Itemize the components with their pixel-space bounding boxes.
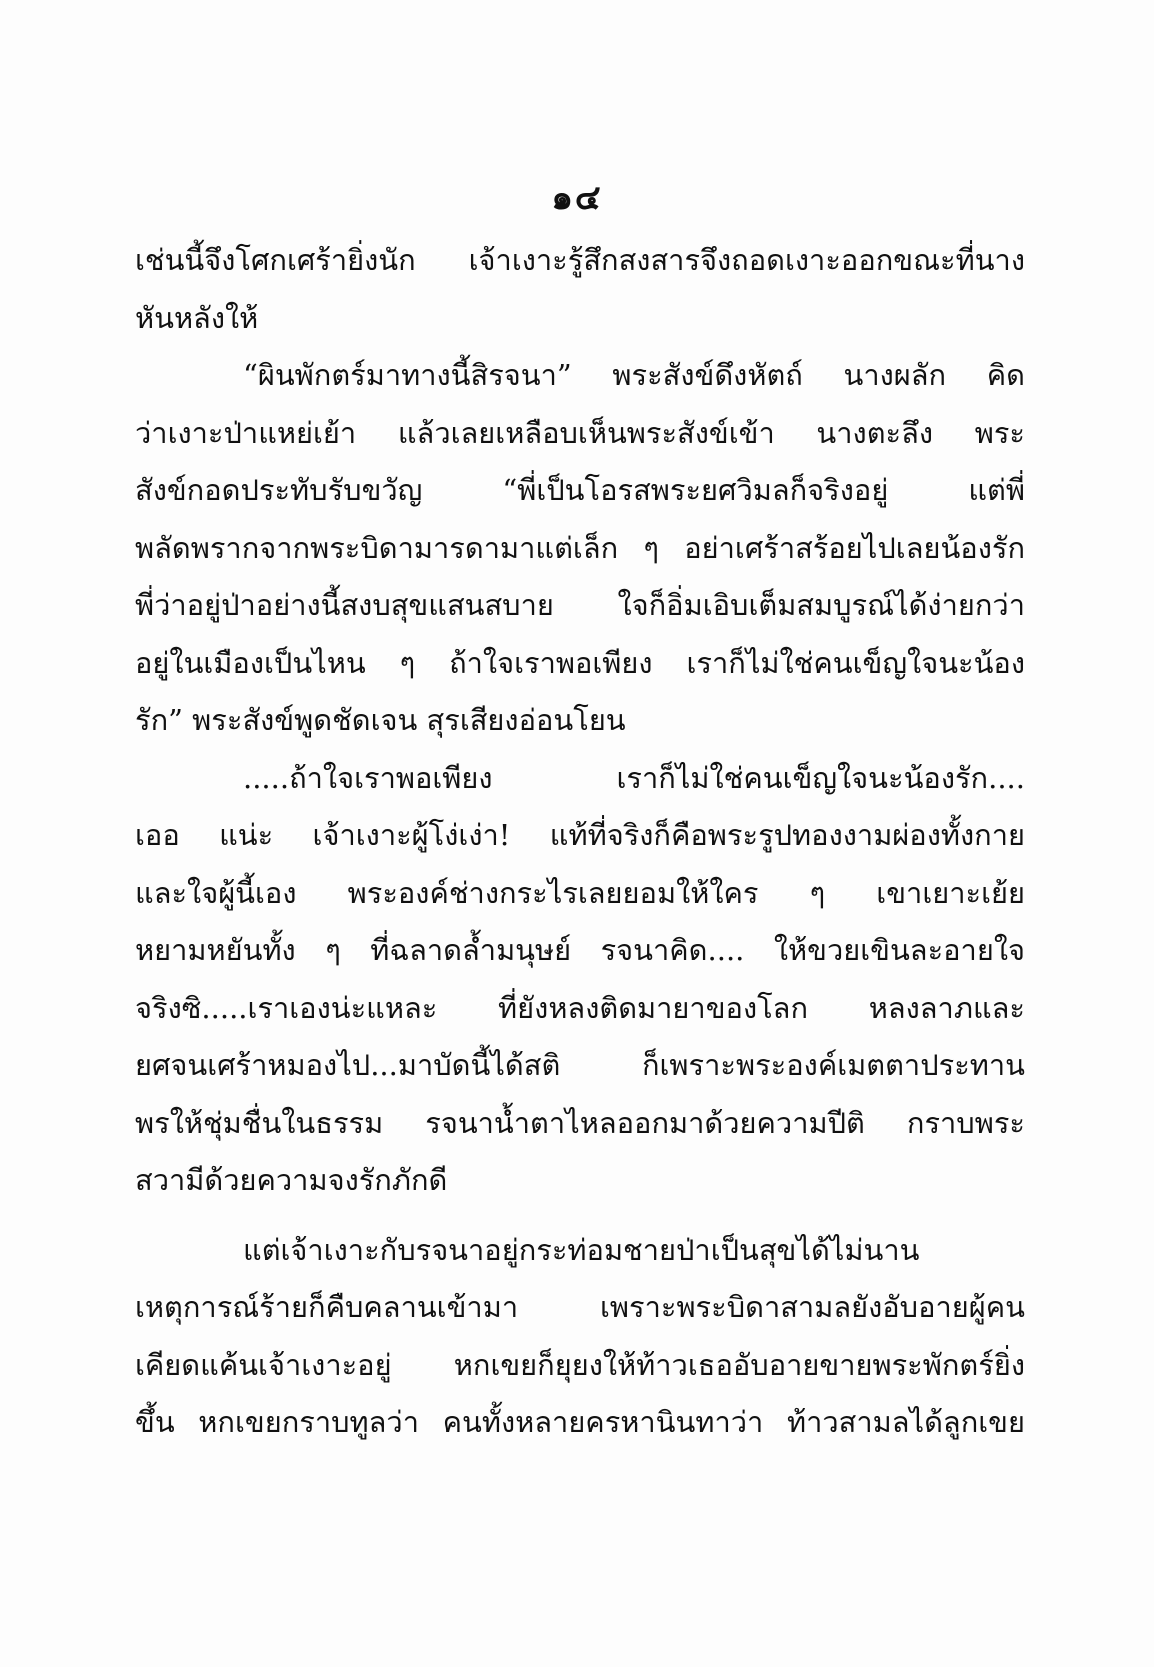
text-line: เคียดแค้นเจ้าเงาะอยู่ หกเขยก็ยุยงให้ท้าวเธออับอายขายพระพักตร์ยิ่ง [135,1347,1025,1382]
text-line: หันหลังให้ [135,300,259,335]
text-line: อยู่ในเมืองเป็นไหน ๆ ถ้าใจเราพอเพียง เราก็ไม่ใช่คนเข็ญใจนะน้อง [135,645,1025,680]
text-line: แต่เจ้าเงาะกับรจนาอยู่กระท่อมชายป่าเป็นสุขได้ไม่นาน [243,1232,920,1267]
text-line: ว่าเงาะป่าแหย่เย้า แล้วเลยเหลือบเห็นพระสังข์เข้า นางตะลึง พระ [135,415,1025,450]
text-line: เช่นนี้จึงโศกเศร้ายิ่งนัก เจ้าเงาะรู้สึกสงสารจึงถอดเงาะออกขณะที่นาง [135,243,1025,277]
text-line: เหตุการณ์ร้ายก็คืบคลานเข้ามา เพราะพระบิดาสามลยังอับอายผู้คน [135,1290,1025,1324]
text-line: ขึ้น หกเขยกราบทูลว่า คนทั้งหลายครหานินทาว่า ท้าวสามลได้ลูกเขย [135,1405,1025,1439]
text-line: “ผินพักตร์มาทางนี้สิรจนา” พระสังข์ดึงหัตถ์ นางผลัก คิด [243,358,1025,392]
text-line: พลัดพรากจากพระบิดามารดามาแต่เล็ก ๆ อย่าเศร้าสร้อยไปเลยน้องรัก [135,530,1025,565]
text-line: พรให้ชุ่มชื่นในธรรม รจนาน้ำตาไหลออกมาด้วยความปีติ กราบพระ [135,1105,1025,1140]
text-line: ยศจนเศร้าหมองไป...มาบัดนี้ได้สติ ก็เพราะพระองค์เมตตาประทาน [135,1048,1025,1082]
text-line: พี่ว่าอยู่ป่าอย่างนี้สงบสุขแสนสบาย ใจก็อิ่มเอิบเต็มสมบูรณ์ได้ง่ายกว่า [135,588,1025,622]
text-line: รัก” พระสังข์พูดชัดเจน สุรเสียงอ่อนโยน [135,703,626,737]
page-number: ๑๔ [551,178,603,218]
paragraph-gap [135,1210,1025,1222]
text-line: เออ แน่ะ เจ้าเงาะผู้โง่เง่า! แท้ที่จริงก็คือพระรูปทองงามผ่องทั้งกาย [135,818,1025,852]
body-text [135,232,1025,1452]
text-line: สวามีด้วยความจงรักภักดี [135,1163,448,1197]
text-line: สังข์กอดประทับรับขวัญ “พี่เป็นโอรสพระยศวิมลก็จริงอยู่ แต่พี่ [135,473,1025,507]
text-line: และใจผู้นี้เอง พระองค์ช่างกระไรเลยยอมให้ใคร ๆ เขาเยาะเย้ย [135,875,1025,910]
text-line: .....ถ้าใจเราพอเพียง เราก็ไม่ใช่คนเข็ญใจนะน้องรัก.... [243,760,1025,795]
text-line: จริงซิ.....เราเองน่ะแหละ ที่ยังหลงติดมายาของโลก หลงลาภและ [135,990,1025,1025]
text-line: หยามหยันทั้ง ๆ ที่ฉลาดล้ำมนุษย์ รจนาคิด.... ให้ขวยเขินละอายใจ [135,933,1025,967]
